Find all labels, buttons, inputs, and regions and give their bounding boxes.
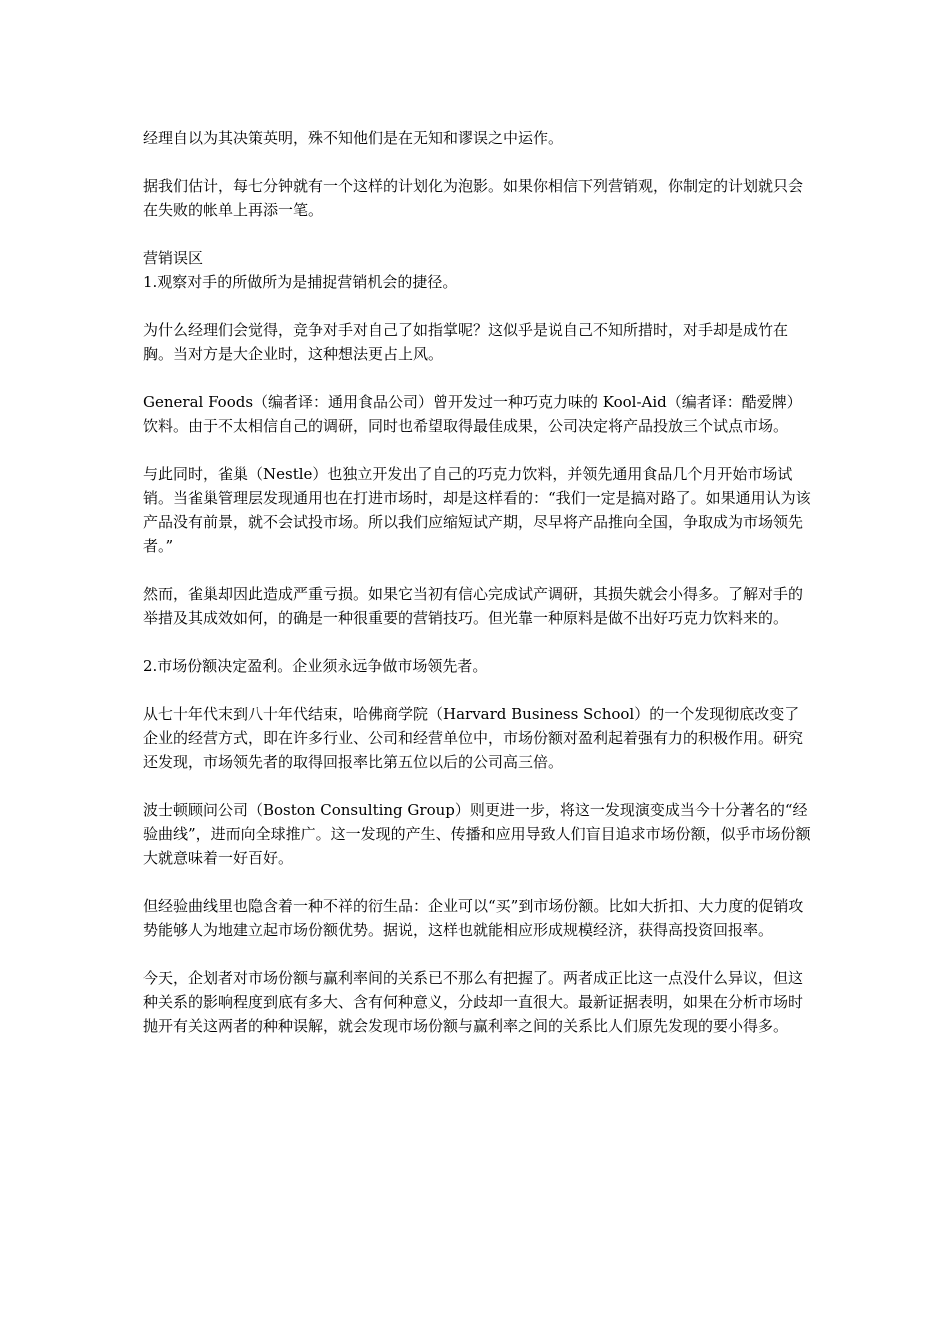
item-2-paragraph-2: 波士顿顾问公司（Boston Consulting Group）则更进一步，将这一发现演变成当今十分著名的“经验曲线”，进而向全球推广。这一发现的产生、传播和应用导致人们盲目追求市场份额，似乎市场份额大就意味着一好百好。 <box>143 801 811 867</box>
item-1-paragraph-2: General Foods（编者译：通用食品公司）曾开发过一种巧克力味的 Kool-Aid（编者译：酷爱牌）饮料。由于不太相信自己的调研，同时也希望取得最佳成果，公司决定将产品投放三个试点市场。 <box>143 393 802 435</box>
intro-paragraph-2: 据我们估计，每七分钟就有一个这样的计划化为泡影。如果你相信下列营销观，你制定的计划就只会在失败的帐单上再添一笔。 <box>143 177 804 219</box>
intro-paragraph-1: 经理自以为其决策英明，殊不知他们是在无知和谬误之中运作。 <box>143 129 564 147</box>
section-heading: 营销误区 <box>143 249 204 267</box>
item-2-paragraph-3: 但经验曲线里也隐含着一种不祥的衍生品：企业可以“买”到市场份额。比如大折扣、大力度的促销攻势能够人为地建立起市场份额优势。据说，这样也就能相应形成规模经济，获得高投资回报率。 <box>143 897 804 939</box>
item-1-title: 1.观察对手的所做所为是捕捉营销机会的捷径。 <box>143 273 458 291</box>
item-2-title: 2.市场份额决定盈利。企业须永远争做市场领先者。 <box>143 657 488 675</box>
item-2-paragraph-1: 从七十年代末到八十年代结束，哈佛商学院（Harvard Business School）的一个发现彻底改变了企业的经营方式，即在许多行业、公司和经营单位中，市场份额对盈利起着强有力的积极作用。研究还发现，市场领先者的取得回报率比第五位以后的公司高三倍。 <box>143 705 804 771</box>
document-body <box>143 126 813 1062</box>
item-2-paragraph-4: 今天，企划者对市场份额与赢利率间的关系已不那么有把握了。两者成正比这一点没什么异议，但这种关系的影响程度到底有多大、含有何种意义，分歧却一直很大。最新证据表明，如果在分析市场时抛开有关这两者的种种误解，就会发现市场份额与赢利率之间的关系比人们原先发现的要小得多。 <box>143 969 804 1035</box>
item-1-paragraph-1: 为什么经理们会觉得，竞争对手对自己了如指掌呢？这似乎是说自己不知所措时，对手却是成竹在胸。当对方是大企业时，这种想法更占上风。 <box>143 321 789 363</box>
item-1-paragraph-4: 然而，雀巢却因此造成严重亏损。如果它当初有信心完成试产调研，其损失就会小得多。了解对手的举措及其成效如何，的确是一种很重要的营销技巧。但光靠一种原料是做不出好巧克力饮料来的。 <box>143 585 804 627</box>
item-1-paragraph-3: 与此同时，雀巢（Nestle）也独立开发出了自己的巧克力饮料，并领先通用食品几个月开始市场试销。当雀巢管理层发现通用也在打进市场时，却是这样看的：“我们一定是搞对路了。如果通用认为该产品没有前景，就不会试投市场。所以我们应缩短试产期，尽早将产品推向全国，争取成为市场领先者。” <box>143 465 811 555</box>
